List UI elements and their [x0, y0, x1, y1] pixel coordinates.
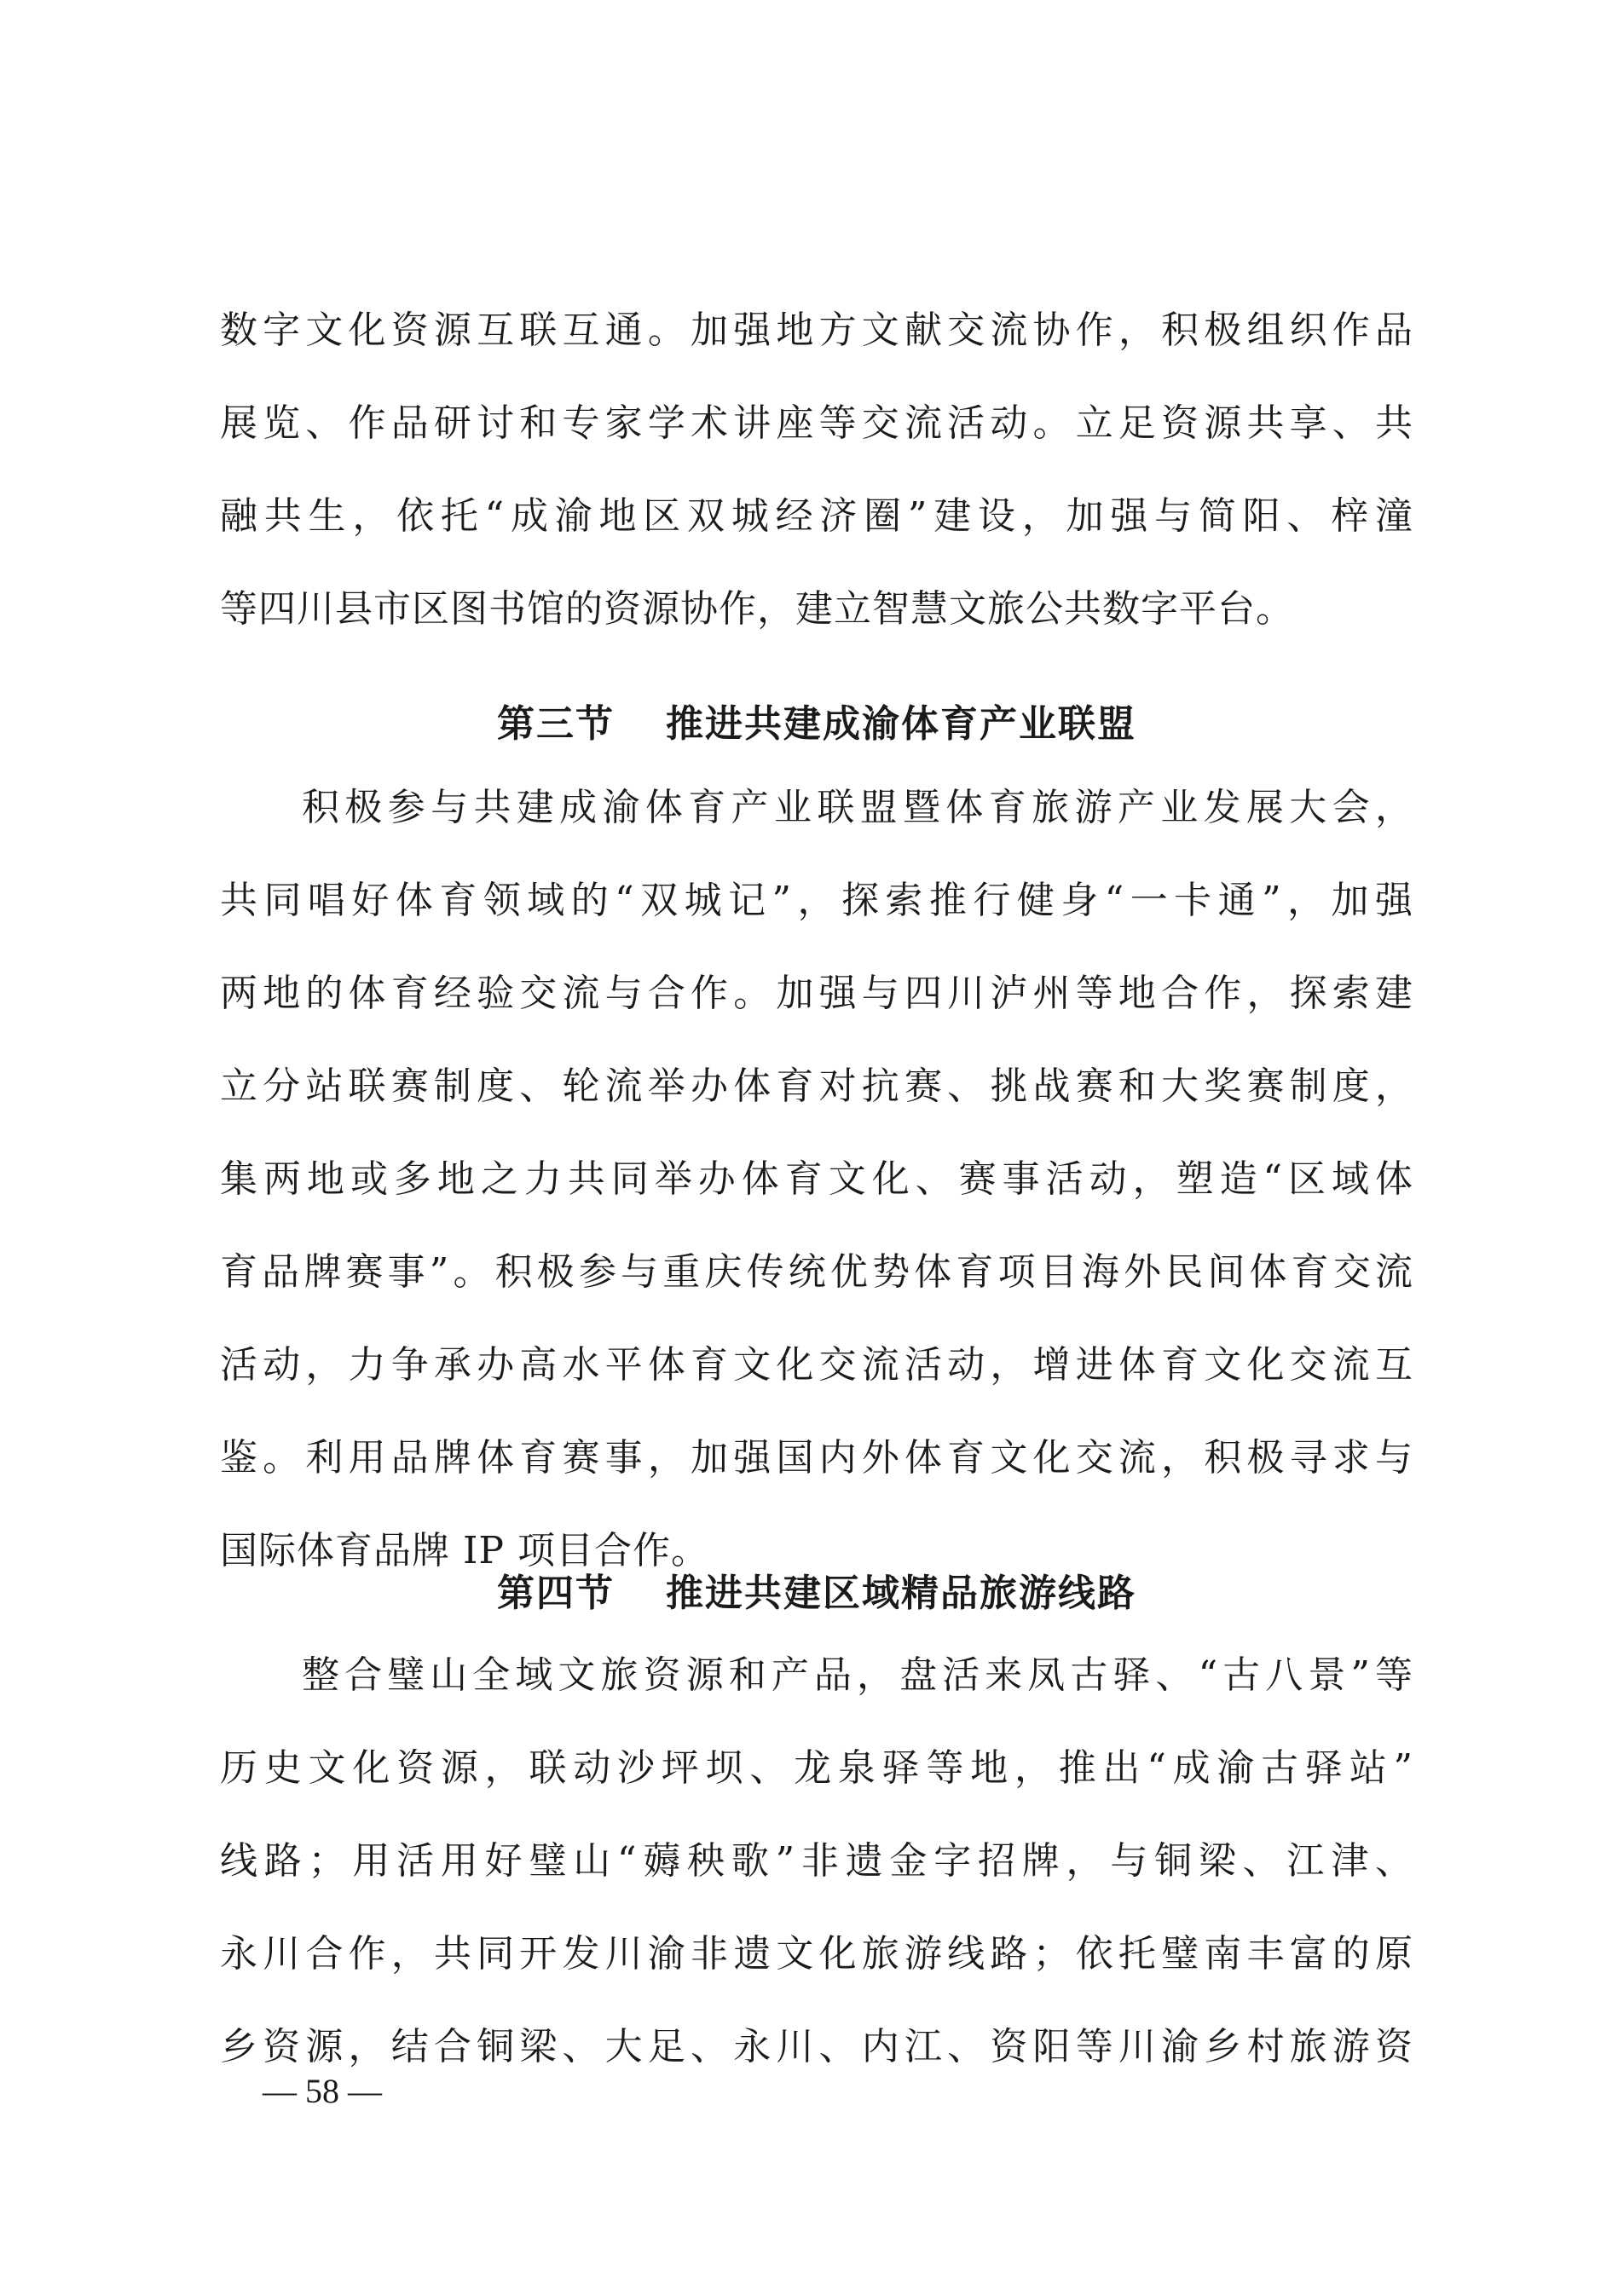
- section-label: 第三节: [497, 702, 615, 746]
- paragraph-line: 集两地或多地之力共同举办体育文化、赛事活动，塑造“区域体: [220, 1157, 1413, 1201]
- section-title: 推进共建区域精品旅游线路: [666, 1572, 1136, 1615]
- paragraph-line: 鉴。利用品牌体育赛事，加强国内外体育文化交流，积极寻求与: [220, 1436, 1413, 1480]
- paragraph-line: 永川合作，共同开发川渝非遗文化旅游线路；依托璧南丰富的原: [220, 1932, 1413, 1976]
- section-heading-3: [220, 690, 1413, 759]
- paragraph-line: 数字文化资源互联互通。加强地方文献交流协作，积极组织作品: [220, 309, 1413, 352]
- paragraph-line: 两地的体育经验交流与合作。加强与四川泸州等地合作，探索建: [220, 972, 1413, 1015]
- paragraph-line: 育品牌赛事”。积极参与重庆传统优势体育项目海外民间体育交流: [220, 1250, 1413, 1294]
- section-label: 第四节: [497, 1572, 615, 1615]
- page-number: — 58 —: [263, 2072, 382, 2110]
- paragraph-line: 共同唱好体育领域的“双城记”，探索推行健身“一卡通”，加强: [220, 879, 1413, 922]
- paragraph-line: 历史文化资源，联动沙坪坝、龙泉驿等地，推出“成渝古驿站”: [220, 1746, 1413, 1790]
- paragraph-line: 等四川县市区图书馆的资源协作，建立智慧文旅公共数字平台。: [220, 587, 1294, 631]
- paragraph-line: 展览、作品研讨和专家学术讲座等交流活动。立足资源共享、共: [220, 401, 1413, 445]
- section-heading-4: [220, 1560, 1413, 1628]
- paragraph-line: 国际体育品牌 IP 项目合作。: [220, 1529, 709, 1572]
- paragraph-line: 立分站联赛制度、轮流举办体育对抗赛、挑战赛和大奖赛制度，: [220, 1064, 1413, 1108]
- section-3-body: [220, 761, 1413, 1597]
- paragraph-line: 乡资源，结合铜梁、大足、永川、内江、资阳等川渝乡村旅游资: [220, 2025, 1413, 2068]
- section-4-body: [220, 1629, 1413, 2093]
- paragraph-line: 整合璧山全域文旅资源和产品，盘活来凤古驿、“古八景”等: [302, 1653, 1413, 1697]
- paragraph-line: 积极参与共建成渝体育产业联盟暨体育旅游产业发展大会，: [302, 786, 1413, 829]
- paragraph-continuation: [220, 284, 1413, 655]
- paragraph-line: 活动，力争承办高水平体育文化交流活动，增进体育文化交流互: [220, 1343, 1413, 1387]
- section-title: 推进共建成渝体育产业联盟: [666, 702, 1136, 746]
- paragraph-line: 线路；用活用好璧山“薅秧歌”非遗金字招牌，与铜梁、江津、: [220, 1839, 1413, 1883]
- paragraph-line: 融共生，依托“成渝地区双城经济圈”建设，加强与简阳、梓潼: [220, 494, 1413, 538]
